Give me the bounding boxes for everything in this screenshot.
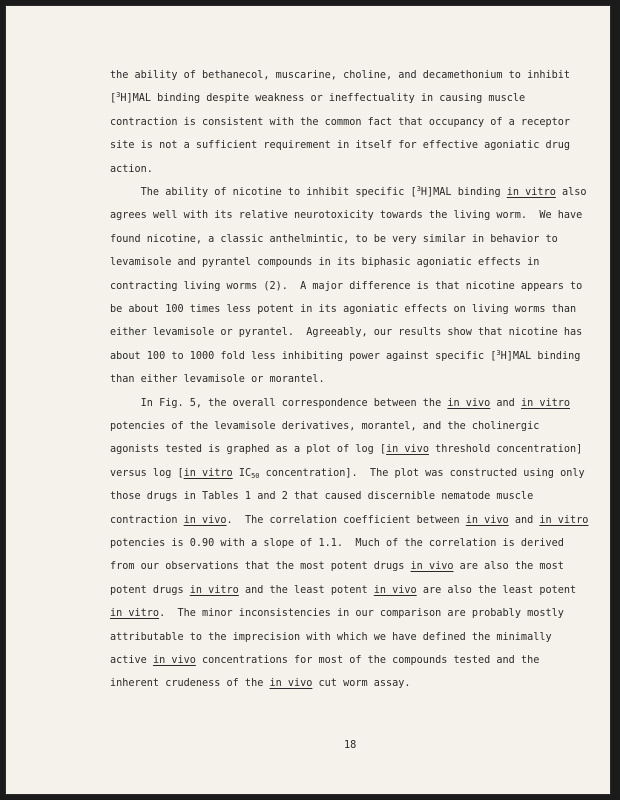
underlined-term: in vitro bbox=[183, 467, 233, 479]
text-run: The ability of nicotine to inhibit specific [ bbox=[110, 187, 417, 198]
text-run: contraction is consistent with the common fact that occupancy of a receptor bbox=[110, 116, 571, 128]
text-run: concentration]. The plot was constructed using only bbox=[259, 467, 585, 479]
text-run: from our observations that the most potent drugs bbox=[110, 561, 411, 573]
text-run: contracting living worms (2). A major difference is that nicotine appears to bbox=[110, 280, 583, 292]
text-run: concentrations for most of the compounds tested and the bbox=[195, 655, 540, 666]
underlined-term: in vivo bbox=[373, 584, 417, 596]
text-run: and the least potent bbox=[238, 584, 374, 596]
text-line bbox=[110, 280, 582, 294]
text-run: H]MAL binding bbox=[420, 187, 507, 198]
text-line bbox=[110, 607, 564, 621]
text-run: inherent crudeness of the bbox=[110, 678, 270, 690]
text-run: H]MAL binding despite weakness or ineffectuality in causing muscle bbox=[120, 93, 526, 105]
text-run: are also the least potent bbox=[416, 584, 577, 596]
underlined-term: in vivo bbox=[152, 655, 196, 666]
text-line bbox=[110, 631, 552, 645]
text-line bbox=[110, 92, 525, 106]
document-page bbox=[6, 6, 610, 794]
text-run: found nicotine, a classic anthelmintic, to be very similar in behavior to bbox=[110, 233, 558, 245]
underlined-term: in vivo bbox=[183, 514, 227, 526]
page-number: 18 bbox=[344, 740, 357, 751]
text-line bbox=[110, 233, 558, 247]
text-run: . The correlation coefficient between bbox=[226, 514, 466, 526]
underlined-term: in vitro bbox=[539, 514, 589, 526]
text-line bbox=[110, 163, 153, 177]
text-run: . The minor inconsistencies in our comparison are probably mostly bbox=[159, 608, 564, 620]
text-run: than either levamisole or morantel. bbox=[110, 374, 325, 386]
underlined-term: in vitro bbox=[189, 584, 239, 596]
underlined-term: in vivo bbox=[269, 678, 313, 690]
underlined-term: in vivo bbox=[386, 444, 429, 456]
text-line bbox=[110, 677, 411, 691]
subscript: 50 bbox=[251, 471, 260, 480]
text-line bbox=[110, 69, 570, 83]
superscript: 3 bbox=[416, 185, 421, 193]
superscript: 3 bbox=[496, 348, 501, 357]
text-run: and bbox=[490, 397, 521, 409]
underlined-term: in vivo bbox=[447, 397, 491, 409]
text-line bbox=[110, 514, 588, 528]
text-run: In Fig. 5, the overall correspondence between the bbox=[110, 397, 448, 409]
superscript: 3 bbox=[116, 91, 121, 100]
text-run: the ability of bethanecol, muscarine, choline, and decamethonium to inhibit bbox=[110, 70, 571, 81]
text-run: action. bbox=[110, 163, 153, 175]
text-line bbox=[110, 397, 570, 411]
text-line bbox=[110, 186, 587, 200]
text-run: attributable to the imprecision with which we have defined the minimally bbox=[110, 631, 552, 643]
underlined-term: in vivo bbox=[410, 561, 454, 573]
text-run: site is not a sufficient requirement in itself for effective agoniatic drug bbox=[110, 140, 571, 152]
text-run: potent drugs bbox=[110, 584, 190, 596]
text-run: threshold concentration] bbox=[428, 444, 583, 456]
text-run: agrees well with its relative neurotoxicity towards the living worm. We have bbox=[110, 210, 583, 222]
text-run: versus log [ bbox=[110, 467, 184, 479]
text-line bbox=[110, 537, 564, 551]
text-run: those drugs in Tables 1 and 2 that caused discernible nematode muscle bbox=[110, 491, 534, 503]
text-run: cut worm assay. bbox=[312, 678, 411, 690]
text-run: either levamisole or pyrantel. Agreeably, our results show that nicotine has bbox=[110, 327, 583, 339]
text-line bbox=[110, 303, 576, 317]
text-line bbox=[110, 420, 539, 434]
text-line bbox=[110, 467, 585, 481]
underlined-term: in vitro bbox=[520, 397, 571, 409]
text-run: IC bbox=[232, 467, 252, 479]
text-run: [ bbox=[110, 93, 117, 105]
text-run: be about 100 times less potent in its agoniatic effects on living worms than bbox=[110, 304, 577, 315]
text-line bbox=[110, 326, 582, 340]
text-run: potencies of the levamisole derivatives, morantel, and the cholinergic bbox=[110, 421, 540, 432]
text-line bbox=[110, 139, 570, 153]
text-run: are also the most bbox=[453, 561, 564, 573]
text-run: also bbox=[555, 187, 587, 198]
text-run: potencies is 0.90 with a slope of 1.1. Much of the correlation is derived bbox=[110, 538, 564, 549]
text-run: H]MAL binding bbox=[500, 350, 581, 362]
text-line bbox=[110, 256, 539, 270]
text-line bbox=[110, 443, 582, 457]
text-line bbox=[110, 654, 539, 668]
text-line bbox=[110, 116, 570, 130]
text-run: and bbox=[508, 514, 540, 526]
text-line bbox=[110, 350, 580, 364]
underlined-term: in vitro bbox=[506, 187, 556, 198]
text-run: levamisole and pyrantel compounds in its biphasic agoniatic effects in bbox=[110, 257, 540, 269]
text-line bbox=[110, 560, 564, 574]
text-run: agonists tested is graphed as a plot of log [ bbox=[110, 444, 387, 456]
text-line bbox=[110, 490, 533, 504]
text-line bbox=[110, 209, 582, 223]
text-line bbox=[110, 584, 576, 598]
underlined-term: in vitro bbox=[110, 608, 160, 620]
text-run: contraction bbox=[110, 514, 184, 526]
underlined-term: in vivo bbox=[465, 514, 509, 526]
text-run: active bbox=[110, 655, 153, 666]
text-line bbox=[110, 373, 325, 387]
text-run: about 100 to 1000 fold less inhibiting power against specific [ bbox=[110, 350, 497, 362]
